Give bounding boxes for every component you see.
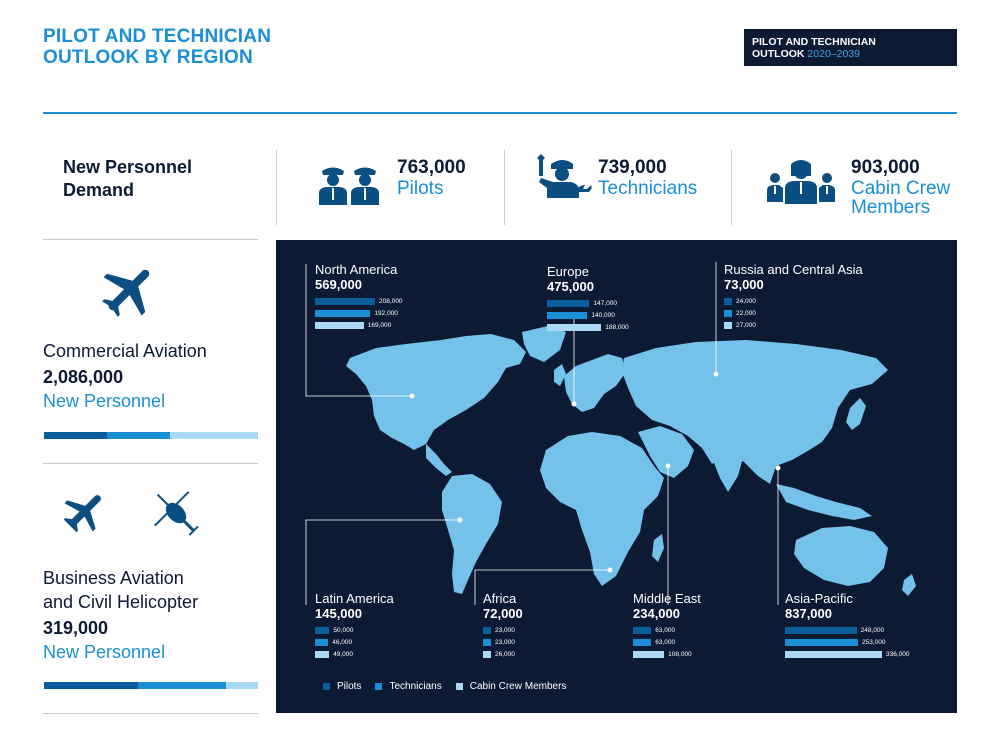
bar-pilots (315, 298, 375, 305)
bar-row (633, 648, 701, 660)
region-europe (547, 264, 629, 333)
region-north-america (315, 262, 403, 331)
bar-value-label: 108,000 (668, 650, 692, 658)
region-bars (785, 624, 910, 660)
airplane-icon (100, 262, 158, 318)
bar-row (483, 648, 523, 660)
divider (276, 150, 277, 225)
bar-pilots (785, 627, 857, 634)
region-name: Russia and Central Asia (724, 262, 863, 277)
bar-row (483, 624, 523, 636)
region-total: 72,000 (483, 606, 523, 621)
pilots-label: Pilots (397, 178, 444, 199)
bar-row (315, 307, 403, 319)
demand-label (63, 156, 192, 202)
south-america-shape (442, 474, 502, 594)
divider (731, 150, 732, 225)
bar-value-label: 24,000 (736, 297, 756, 305)
commercial-share-bar (44, 432, 258, 439)
demand-label-line-1: New Personnel (63, 157, 193, 177)
region-bars (633, 624, 701, 660)
region-name: Europe (547, 264, 589, 279)
report-badge (744, 29, 957, 66)
business-aviation-subtitle: New Personnel (43, 642, 166, 662)
bar-row (547, 321, 629, 333)
legend-item-technicians (375, 681, 441, 692)
bar-row (724, 307, 863, 319)
bar-pilots (724, 298, 732, 305)
legend-label: Cabin Crew Members (469, 681, 567, 692)
bar-cabin-crew (724, 322, 732, 329)
bar-pilots (483, 627, 491, 634)
bar-technicians (547, 312, 587, 319)
bar-value-label: 248,000 (860, 626, 885, 634)
bar-technicians (724, 310, 732, 317)
region-total: 145,000 (315, 606, 362, 621)
commercial-aviation-title: Commercial Aviation (43, 341, 207, 361)
bar-row (315, 319, 403, 331)
bar-cabin-crew (633, 651, 664, 658)
commercial-aviation-total: 2,086,000 (43, 367, 124, 387)
bar-row (785, 636, 910, 648)
technicians-value: 739,000 (598, 157, 667, 178)
region-bars (315, 624, 394, 660)
bar-technicians (315, 639, 328, 646)
pilots-icon (316, 163, 384, 205)
bar-cabin-crew (483, 651, 491, 658)
business-aviation-title (43, 566, 198, 614)
cabin-crew-label-line-1: Cabin Crew (851, 178, 951, 199)
share-pilots (44, 432, 107, 439)
bar-value-label: 192,000 (374, 309, 398, 317)
bar-row (724, 319, 863, 331)
bar-cabin-crew (547, 324, 601, 331)
bar-pilots (547, 300, 589, 307)
region-asia-pacific (785, 591, 910, 660)
share-cabin-crew (226, 682, 258, 689)
bar-pilots (315, 627, 329, 634)
bar-value-label: 208,000 (379, 297, 403, 305)
bar-pilots (633, 627, 651, 634)
bar-technicians (633, 639, 651, 646)
share-pilots (44, 682, 138, 689)
bar-value-label: 336,000 (886, 650, 910, 658)
region-bars (724, 295, 863, 331)
bar-cabin-crew (315, 651, 329, 658)
bar-value-label: 26,000 (495, 650, 515, 658)
legend-swatch-cabin-crew (456, 683, 463, 690)
region-total: 73,000 (724, 277, 764, 292)
southeast-asia-shape (776, 484, 872, 520)
bar-value-label: 63,000 (655, 638, 676, 646)
business-share-bar (44, 682, 258, 689)
region-name: Africa (483, 591, 517, 606)
share-technicians (138, 682, 226, 689)
region-bars (483, 624, 523, 660)
share-cabin-crew (170, 432, 258, 439)
region-latin-america (315, 591, 394, 660)
technicians-stat (598, 157, 697, 198)
share-technicians (107, 432, 170, 439)
bar-value-label: 188,000 (605, 323, 629, 331)
bar-row (785, 648, 910, 660)
badge-years: 2020–2039 (807, 48, 860, 60)
region-bars (315, 295, 403, 331)
region-bars (547, 297, 629, 333)
business-title-line-1: Business Aviation (43, 568, 184, 588)
bar-row (315, 624, 394, 636)
cabin-crew-label-line-2: Members (851, 197, 931, 218)
business-aviation-total: 319,000 (43, 618, 109, 638)
header-rule (43, 112, 957, 114)
legend-label: Pilots (337, 681, 362, 692)
divider (43, 239, 258, 240)
technician-icon (533, 154, 593, 206)
bar-value-label: 22,000 (736, 309, 756, 317)
bar-row (547, 297, 629, 309)
central-america-shape (426, 444, 452, 476)
business-jet-icon (62, 489, 108, 533)
divider (43, 463, 258, 464)
bar-technicians (785, 639, 858, 646)
bar-row (315, 648, 394, 660)
cabin-crew-stat (851, 157, 950, 217)
title-line-1: PILOT AND TECHNICIAN (43, 26, 272, 47)
region-name: North America (315, 262, 398, 277)
region-total: 569,000 (315, 277, 362, 292)
bar-cabin-crew (785, 651, 882, 658)
bar-row (483, 636, 523, 648)
bar-technicians (483, 639, 491, 646)
divider (43, 713, 258, 714)
bar-cabin-crew (315, 322, 364, 329)
bar-value-label: 140,000 (591, 311, 615, 319)
bar-value-label: 50,000 (333, 626, 354, 634)
region-total: 475,000 (547, 279, 594, 294)
bar-row (633, 624, 701, 636)
legend-label: Technicians (389, 681, 442, 692)
bar-technicians (315, 310, 370, 317)
business-title-line-2: and Civil Helicopter (43, 592, 199, 612)
region-africa (483, 591, 523, 660)
bar-row (547, 309, 629, 321)
bar-value-label: 46,000 (332, 638, 353, 646)
legend-item-cabin-crew (456, 681, 567, 692)
australia-shape (794, 526, 888, 586)
region-total: 837,000 (785, 606, 832, 621)
bar-value-label: 63,000 (655, 626, 676, 634)
bar-row (315, 636, 394, 648)
legend-swatch-technicians (375, 683, 382, 690)
bar-value-label: 147,000 (593, 299, 617, 307)
region-name: Latin America (315, 591, 394, 606)
bar-value-label: 169,000 (367, 321, 392, 329)
madagascar-shape (652, 534, 664, 562)
world-map-panel (276, 240, 957, 713)
africa-shape (540, 432, 664, 586)
region-name: Asia-Pacific (785, 591, 853, 606)
page-title (43, 26, 271, 68)
cabin-crew-icon (765, 156, 837, 208)
bar-value-label: 253,000 (862, 638, 886, 646)
uk-shape (554, 364, 566, 386)
helicopter-icon (149, 486, 203, 540)
technicians-label: Technicians (598, 178, 698, 199)
title-line-2: OUTLOOK BY REGION (43, 47, 253, 68)
north-america-shape (346, 334, 526, 450)
bar-row (785, 624, 910, 636)
pilots-stat (397, 157, 466, 198)
japan-shape (846, 398, 866, 430)
region-middle-east (633, 591, 701, 660)
bar-value-label: 27,000 (736, 321, 756, 329)
badge-line-2: OUTLOOK (752, 48, 805, 60)
region-russia-central-asia (724, 262, 863, 331)
badge-line-1: PILOT AND TECHNICIAN (752, 36, 876, 48)
commercial-aviation-subtitle: New Personnel (43, 391, 166, 411)
legend-item-pilots (323, 681, 361, 692)
bar-row (633, 636, 701, 648)
bar-value-label: 49,000 (333, 650, 354, 658)
bar-value-label: 23,000 (495, 626, 515, 634)
demand-label-line-2: Demand (63, 180, 135, 200)
legend-swatch-pilots (323, 683, 330, 690)
legend (323, 681, 580, 692)
bar-row (315, 295, 403, 307)
pilots-value: 763,000 (397, 157, 466, 178)
region-name: Middle East (633, 591, 701, 606)
cabin-crew-value: 903,000 (851, 157, 920, 178)
divider (504, 150, 505, 225)
bar-row (724, 295, 863, 307)
bar-value-label: 23,000 (495, 638, 515, 646)
region-total: 234,000 (633, 606, 680, 621)
